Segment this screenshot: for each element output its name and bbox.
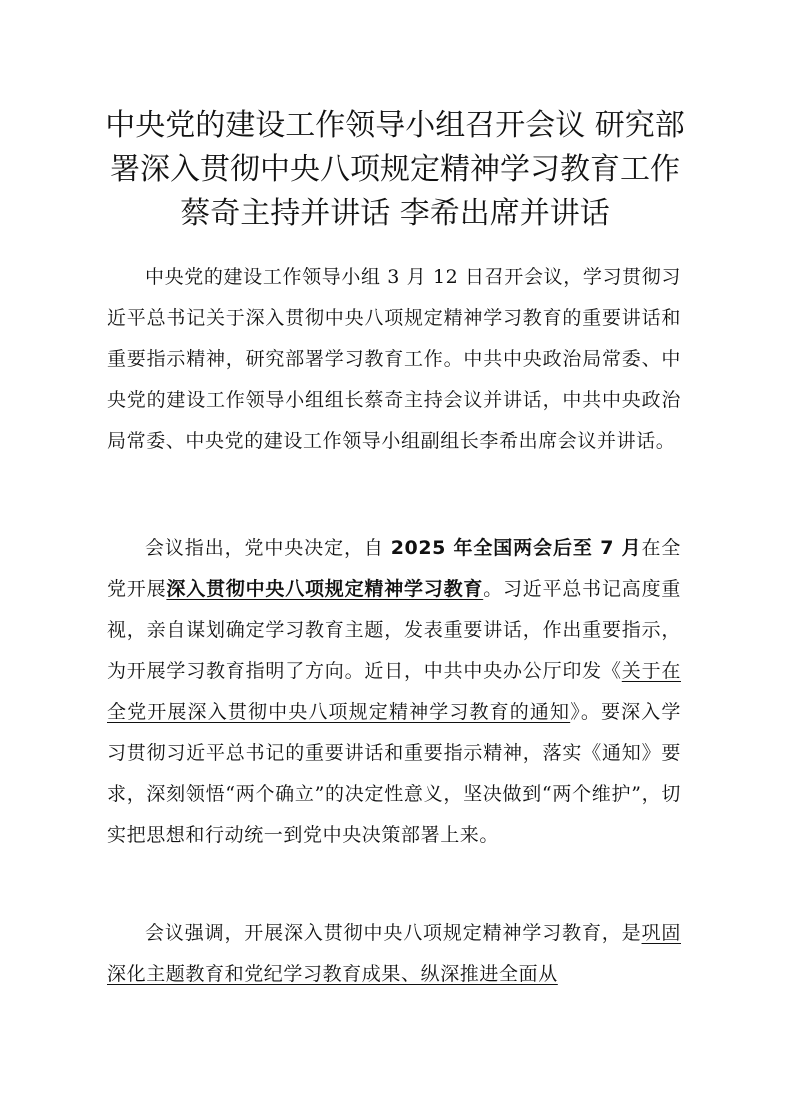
paragraph-2-underlined-topic: 深入贯彻中央八项规定精神学习教育 (166, 578, 484, 600)
paragraph-3 (107, 913, 681, 995)
paragraph-2-text-3: 。习近平总书记高度重视，亲自谋划确定学习教育主题，发表重要讲话，作出重要指示，为开展学习教育指明了方向。近日，中共中央办公厅印发《 (107, 578, 681, 682)
paragraph-2-text-1: 会议指出，党中央决定，自 (145, 537, 391, 559)
paragraph-1: 中央党的建设工作领导小组 3 月 12 日召开会议，学习贯彻习近平总书记关于深入贯彻中央八项规定精神学习教育的重要讲话和重要指示精神，研究部署学习教育工作。中共中央政治局常委、中央党的建设工作领导小组组长蔡奇主持会议并讲话，中共中央政治局常委、中央党的建设工作领导小组副组长李希出席会议并讲话。 (107, 266, 681, 452)
paragraph-3-text-1: 会议强调，开展深入贯彻中央八项规定精神学习教育，是 (145, 922, 642, 944)
paragraph-2-bold-date: 2025 年全国两会后至 7 月 (390, 537, 642, 559)
paragraph-2-underlined-notice: 关于在全党开展深入贯彻中央八项规定精神学习教育的通知 (107, 660, 681, 723)
paragraph-2-text-2: 在全党开展 (107, 537, 682, 600)
paragraph-3-underlined-text: 巩固深化主题教育和党纪学习教育成果、纵深推进全面从 (107, 922, 681, 985)
document-title: 中央党的建设工作领导小组召开会议 研究部署深入贯彻中央八项规定精神学习教育工作 蔡奇主持并讲话 李希出席并讲话 (105, 108, 685, 231)
paragraph-2 (107, 528, 681, 856)
paragraph-2-text-4: 》。要深入学习贯彻习近平总书记的重要讲话和重要指示精神，落实《通知》要求，深刻领悟“两个确立”的决定性意义，坚决做到“两个维护”，切实把思想和行动统一到党中央决策部署上来。 (107, 701, 681, 846)
